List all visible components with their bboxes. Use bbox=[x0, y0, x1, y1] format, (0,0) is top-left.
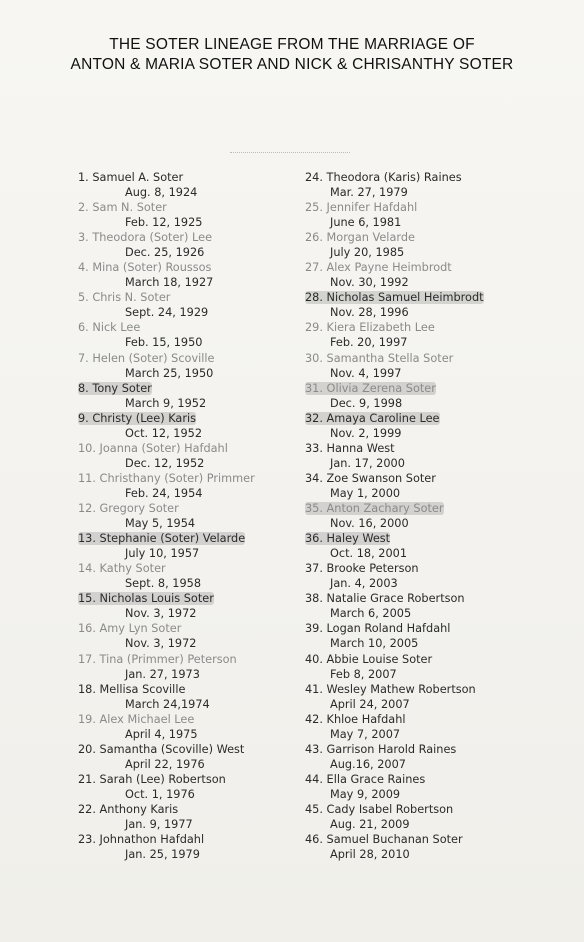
entry-date: Nov. 2, 1999 bbox=[330, 426, 402, 440]
entry-name: 29. Kiera Elizabeth Lee bbox=[305, 321, 435, 335]
lineage-entry bbox=[78, 832, 298, 862]
entry-name: 13. Stephanie (Soter) Velarde bbox=[78, 532, 246, 546]
lineage-entry bbox=[305, 471, 545, 501]
entry-name: 30. Samantha Stella Soter bbox=[305, 351, 454, 365]
lineage-entry bbox=[78, 561, 298, 591]
entry-name: 28. Nicholas Samuel Heimbrodt bbox=[305, 291, 484, 305]
lineage-entry bbox=[305, 200, 545, 230]
entry-name: 14. Kathy Soter bbox=[78, 562, 166, 576]
lineage-entry bbox=[78, 230, 298, 260]
entry-name: 26. Morgan Velarde bbox=[305, 231, 415, 245]
entry-date: July 10, 1957 bbox=[125, 547, 200, 561]
entry-date: April 22, 1976 bbox=[125, 757, 205, 771]
entry-name: 32. Amaya Caroline Lee bbox=[305, 411, 440, 425]
entry-date: Feb. 12, 1925 bbox=[125, 216, 203, 230]
lineage-entry bbox=[305, 802, 545, 832]
entry-name: 10. Joanna (Soter) Hafdahl bbox=[78, 441, 228, 455]
lineage-entry bbox=[305, 591, 545, 621]
entry-date: Mar. 27, 1979 bbox=[330, 186, 408, 199]
entry-name: 19. Alex Michael Lee bbox=[78, 712, 195, 726]
entry-date: Aug. 8, 1924 bbox=[125, 186, 198, 199]
lineage-entry bbox=[78, 802, 298, 832]
entry-name: 9. Christy (Lee) Karis bbox=[78, 411, 196, 425]
entry-name: 7. Helen (Soter) Scoville bbox=[78, 351, 215, 365]
lineage-entry bbox=[78, 381, 298, 411]
entry-name: 45. Cady Isabel Robertson bbox=[305, 802, 454, 816]
lineage-entry bbox=[78, 591, 298, 621]
lineage-entry bbox=[305, 621, 545, 651]
lineage-entry bbox=[305, 441, 545, 471]
lineage-entry bbox=[305, 230, 545, 260]
lineage-entry bbox=[78, 682, 298, 712]
lineage-entry bbox=[305, 260, 545, 290]
entry-name: 12. Gregory Soter bbox=[78, 502, 179, 516]
lineage-entry bbox=[78, 471, 298, 501]
lineage-entry bbox=[305, 682, 545, 712]
entry-name: 17. Tina (Primmer) Peterson bbox=[78, 652, 237, 666]
entry-date: Aug.16, 2007 bbox=[330, 757, 406, 771]
lineage-entry bbox=[78, 712, 298, 742]
entry-date: Oct. 12, 1952 bbox=[125, 426, 203, 440]
entry-date: Nov. 30, 1992 bbox=[330, 276, 409, 290]
entry-name: 33. Hanna West bbox=[305, 441, 395, 455]
entry-name: 34. Zoe Swanson Soter bbox=[305, 471, 436, 485]
entry-name: 23. Johnathon Hafdahl bbox=[78, 833, 205, 847]
document-title-line-2: ANTON & MARIA SOTER AND NICK & CHRISANTHY SOTER bbox=[70, 56, 514, 73]
lineage-entry bbox=[305, 531, 545, 561]
entry-name: 4. Mina (Soter) Roussos bbox=[78, 261, 212, 275]
entry-name: 41. Wesley Mathew Robertson bbox=[305, 682, 476, 696]
document-title-line-1: THE SOTER LINEAGE FROM THE MARRIAGE OF bbox=[109, 36, 475, 53]
entry-name: 20. Samantha (Scoville) West bbox=[78, 742, 245, 756]
entry-date: Dec. 9, 1998 bbox=[330, 396, 403, 410]
entry-name: 27. Alex Payne Heimbrodt bbox=[305, 261, 452, 275]
entry-date: Jan. 25, 1979 bbox=[125, 848, 200, 862]
lineage-entry bbox=[78, 320, 298, 350]
entry-date: March 24,1974 bbox=[125, 697, 210, 711]
entry-date: Jan. 17, 2000 bbox=[330, 456, 405, 470]
entry-date: Dec. 25, 1926 bbox=[125, 246, 205, 260]
entry-name: 35. Anton Zachary Soter bbox=[305, 502, 444, 516]
lineage-entry bbox=[78, 772, 298, 802]
entry-name: 40. Abbie Louise Soter bbox=[305, 652, 433, 666]
lineage-entry bbox=[78, 200, 298, 230]
lineage-entry bbox=[78, 411, 298, 441]
entry-name: 18. Mellisa Scoville bbox=[78, 682, 186, 696]
entry-name: 3. Theodora (Soter) Lee bbox=[78, 231, 213, 245]
lineage-column-right bbox=[305, 170, 545, 862]
lineage-entry bbox=[78, 621, 298, 651]
entry-date: June 6, 1981 bbox=[330, 216, 402, 230]
entry-name: 5. Chris N. Soter bbox=[78, 291, 171, 305]
entry-name: 31. Olivia Zerena Soter bbox=[305, 381, 436, 395]
lineage-entry bbox=[305, 832, 545, 862]
lineage-entry bbox=[78, 531, 298, 561]
entry-name: 16. Amy Lyn Soter bbox=[78, 622, 182, 636]
entry-date: Oct. 18, 2001 bbox=[330, 547, 408, 561]
lineage-entry bbox=[78, 501, 298, 531]
entry-date: May 9, 2009 bbox=[330, 787, 401, 801]
lineage-entry bbox=[78, 441, 298, 471]
entry-name: 37. Brooke Peterson bbox=[305, 562, 419, 576]
entry-date: Jan. 4, 2003 bbox=[330, 577, 398, 591]
entry-name: 22. Anthony Karis bbox=[78, 802, 179, 816]
entry-name: 8. Tony Soter bbox=[78, 381, 152, 395]
entry-name: 6. Nick Lee bbox=[78, 321, 141, 335]
entry-name: 11. Christhany (Soter) Primmer bbox=[78, 471, 255, 485]
entry-name: 43. Garrison Harold Raines bbox=[305, 742, 457, 756]
entry-date: Nov. 16, 2000 bbox=[330, 517, 409, 531]
entry-date: May 1, 2000 bbox=[330, 486, 401, 500]
lineage-entry bbox=[305, 561, 545, 591]
entry-name: 15. Nicholas Louis Soter bbox=[78, 592, 214, 606]
entry-date: Nov. 28, 1996 bbox=[330, 306, 409, 320]
entry-date: Dec. 12, 1952 bbox=[125, 456, 205, 470]
lineage-entry bbox=[305, 772, 545, 802]
entry-date: Feb. 24, 1954 bbox=[125, 486, 203, 500]
lineage-entry bbox=[305, 320, 545, 350]
entry-date: Feb. 20, 1997 bbox=[330, 336, 408, 350]
entry-date: Nov. 3, 1972 bbox=[125, 637, 197, 651]
entry-date: March 25, 1950 bbox=[125, 366, 214, 380]
entry-date: July 20, 1985 bbox=[330, 246, 405, 260]
entry-date: Jan. 9, 1977 bbox=[125, 817, 193, 831]
entry-name: 2. Sam N. Soter bbox=[78, 201, 167, 215]
entry-date: Nov. 4, 1997 bbox=[330, 366, 402, 380]
divider bbox=[230, 152, 350, 154]
entry-name: 21. Sarah (Lee) Robertson bbox=[78, 772, 226, 786]
lineage-entry bbox=[305, 501, 545, 531]
entry-name: 24. Theodora (Karis) Raines bbox=[305, 171, 462, 184]
entry-date: April 4, 1975 bbox=[125, 727, 198, 741]
entry-date: April 28, 2010 bbox=[330, 848, 410, 862]
lineage-entry bbox=[305, 381, 545, 411]
entry-name: 42. Khloe Hafdahl bbox=[305, 712, 406, 726]
entry-name: 39. Logan Roland Hafdahl bbox=[305, 622, 451, 636]
entry-date: March 9, 1952 bbox=[125, 396, 207, 410]
lineage-entry bbox=[305, 712, 545, 742]
lineage-entry bbox=[78, 742, 298, 772]
lineage-entry bbox=[305, 652, 545, 682]
entry-date: Nov. 3, 1972 bbox=[125, 607, 197, 621]
entry-date: April 24, 2007 bbox=[330, 697, 410, 711]
lineage-entry bbox=[78, 170, 298, 200]
entry-date: Feb 8, 2007 bbox=[330, 667, 397, 681]
entry-name: 25. Jennifer Hafdahl bbox=[305, 201, 418, 215]
lineage-entry bbox=[305, 170, 545, 200]
entry-date: Oct. 1, 1976 bbox=[125, 787, 195, 801]
entry-date: March 10, 2005 bbox=[330, 637, 419, 651]
lineage-entry bbox=[305, 411, 545, 441]
entry-name: 1. Samuel A. Soter bbox=[78, 171, 184, 184]
entry-date: May 7, 2007 bbox=[330, 727, 401, 741]
entry-date: Feb. 15, 1950 bbox=[125, 336, 203, 350]
entry-name: 36. Haley West bbox=[305, 532, 391, 546]
entry-name: 44. Ella Grace Raines bbox=[305, 772, 426, 786]
lineage-entry bbox=[78, 652, 298, 682]
entry-date: Sept. 8, 1958 bbox=[125, 577, 202, 591]
entry-date: Sept. 24, 1929 bbox=[125, 306, 209, 320]
entry-date: March 18, 1927 bbox=[125, 276, 214, 290]
lineage-column-left bbox=[78, 170, 298, 862]
entry-date: Jan. 27, 1973 bbox=[125, 667, 200, 681]
entry-name: 46. Samuel Buchanan Soter bbox=[305, 833, 463, 847]
lineage-entry bbox=[305, 351, 545, 381]
lineage-entry bbox=[78, 260, 298, 290]
lineage-entry bbox=[78, 351, 298, 381]
lineage-entry bbox=[78, 290, 298, 320]
lineage-entry bbox=[305, 742, 545, 772]
lineage-entry bbox=[305, 290, 545, 320]
entry-date: Aug. 21, 2009 bbox=[330, 817, 410, 831]
entry-name: 38. Natalie Grace Robertson bbox=[305, 592, 465, 606]
entry-date: March 6, 2005 bbox=[330, 607, 412, 621]
entry-date: May 5, 1954 bbox=[125, 517, 196, 531]
